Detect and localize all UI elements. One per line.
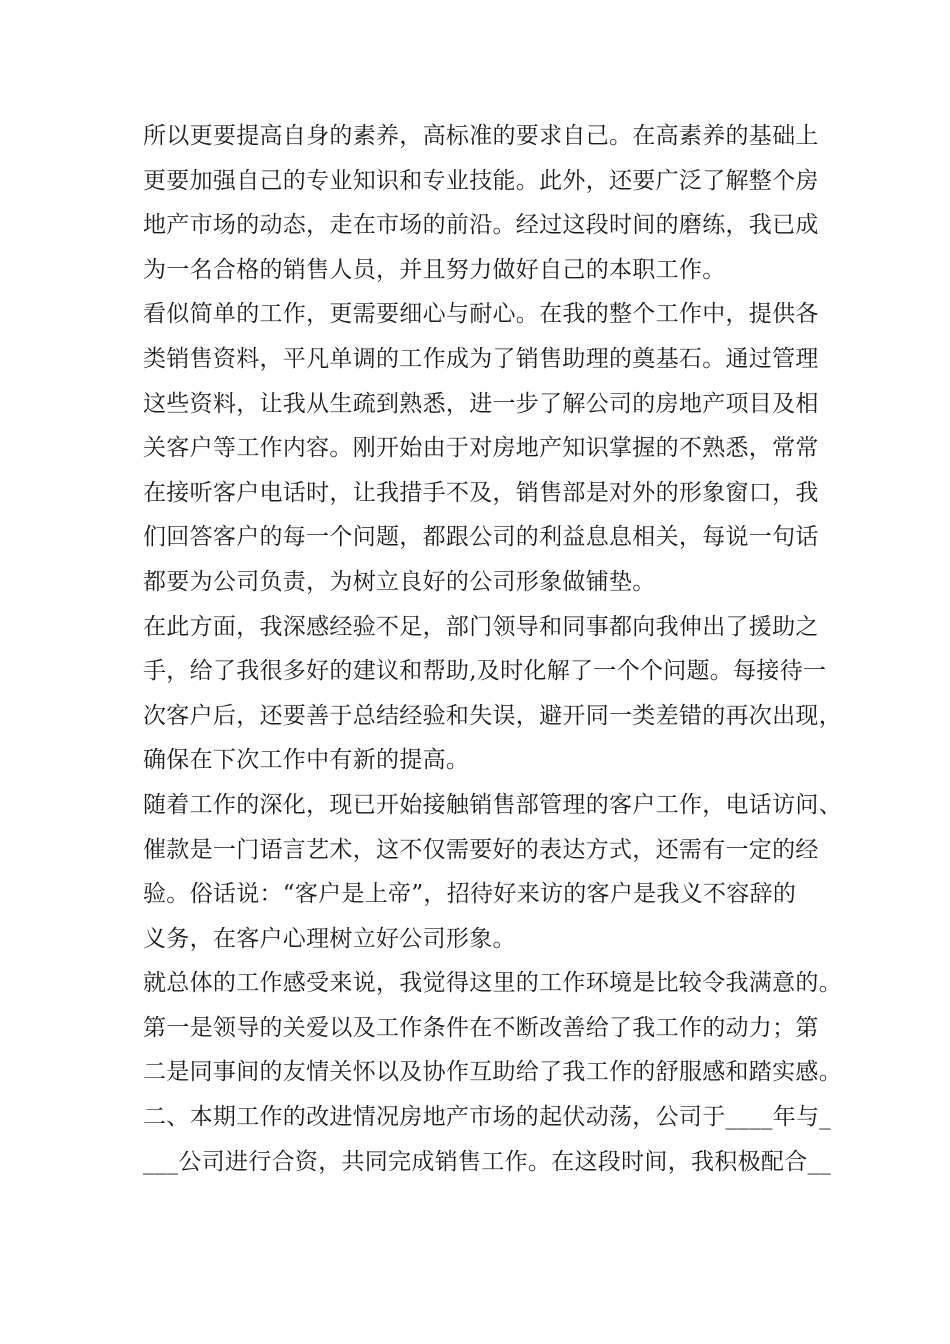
text-line: 关客户等工作内容。刚开始由于对房地产知识掌握的不熟悉，常常	[143, 435, 819, 462]
text-line: 这些资料，让我从生疏到熟悉，进一步了解公司的房地产项目及相	[143, 390, 819, 417]
document-body	[143, 114, 842, 1184]
text-line: 地产市场的动态，走在市场的前沿。经过这段时间的磨练，我已成	[143, 212, 819, 239]
text-line: 验。俗话说：“客户是上帝”，招待好来访的客户是我义不容辞的	[143, 881, 797, 908]
text-line: 在接听客户电话时，让我措手不及，销售部是对外的形象窗口，我	[143, 479, 819, 506]
text-line: 随着工作的深化，现已开始接触销售部管理的客户工作，电话访问、	[143, 791, 842, 818]
text-line: 所以更要提高自身的素养，高标准的要求自己。在高素养的基础上	[143, 123, 819, 149]
text-line: 二是同事间的友情关怀以及协作互助给了我工作的舒服感和踏实感。	[143, 1059, 842, 1086]
text-line: 确保在下次工作中有新的提高。	[143, 747, 470, 774]
text-line: ___公司进行合资，共同完成销售工作。在这段时间，我积极配合__	[143, 1148, 832, 1175]
text-line: 次客户后，还要善于总结经验和失误，避开同一类差错的再次出现，	[143, 702, 842, 729]
text-line: 在此方面，我深感经验不足，部门领导和同事都向我伸出了援助之	[143, 613, 819, 640]
text-line: 催款是一门语言艺术，这不仅需要好的表达方式，还需有一定的经	[143, 836, 819, 863]
text-line: 们回答客户的每一个问题，都跟公司的利益息息相关，每说一句话	[143, 524, 819, 551]
text-line: 手，给了我很多好的建议和帮助,及时化解了一个个问题。每接待一	[143, 658, 827, 685]
text-line: 为一名合格的销售人员，并且努力做好自己的本职工作。	[143, 256, 726, 283]
text-line: 就总体的工作感受来说，我觉得这里的工作环境是比较令我满意的。	[143, 970, 842, 997]
text-line: 更要加强自己的专业知识和专业技能。此外，还要广泛了解整个房	[143, 167, 819, 194]
text-line: 看似简单的工作，更需要细心与耐心。在我的整个工作中，提供各	[143, 301, 819, 328]
text-line: 都要为公司负责，为树立良好的公司形象做铺垫。	[143, 568, 656, 595]
text-line: 二、本期工作的改进情况房地产市场的起伏动荡，公司于____年与_	[143, 1104, 832, 1131]
text-line: 义务，在客户心理树立好公司形象。	[143, 925, 516, 952]
text-line: 第一是领导的关爱以及工作条件在不断改善给了我工作的动力；第	[143, 1014, 819, 1041]
text-line: 类销售资料，平凡单调的工作成为了销售助理的奠基石。通过管理	[143, 345, 819, 372]
